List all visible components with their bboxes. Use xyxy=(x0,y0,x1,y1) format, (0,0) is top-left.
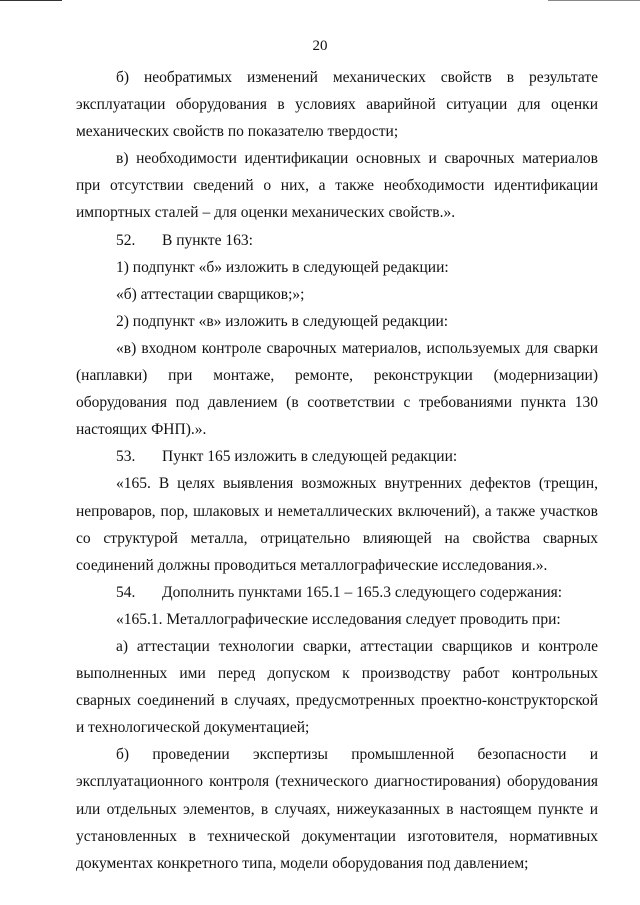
point-text: В пункте 163: xyxy=(162,231,253,249)
subpoint-a: а) аттестации технологии сварки, аттестации сварщиков и контроле выполненных ими перед допуском к производству работ контрольных сварных соединений в случаях, предусмотренных проектно-конструкторской и технологической документацией; xyxy=(76,637,598,737)
point-number: 53. xyxy=(116,448,136,466)
point-number: 52. xyxy=(116,231,136,249)
quote-165: «165. В целях выявления возможных внутренних дефектов (трещин, непроваров, пор, шлаковых и неметаллических включений), а также участков со структурой металла, отрицательно влияющей на свойства сварных соединений должны проводиться металлографические исследования.». xyxy=(76,475,598,574)
paragraph-b: б) необратимых изменений механических свойств в результате эксплуатации оборудования в условиях аварийной ситуации для оценки механических свойств по показателю твердости; xyxy=(76,69,598,141)
point-54 xyxy=(76,579,598,606)
scan-edge-line xyxy=(548,0,640,1)
subpoint-b: б) проведении экспертизы промышленной безопасности и эксплуатационного контроля (технического диагностирования) оборудования или отдельных элементов, в случаях, нижеуказанных в настоящем пункте и установленных в технической документации изготовителя, нормативных документах конкретного типа, модели оборудования под давлением; xyxy=(76,746,598,872)
point-text: Дополнить пунктами 165.1 – 165.3 следующего содержания: xyxy=(162,583,563,601)
document-body xyxy=(76,64,598,877)
subpoint-2: 2) подпункт «в» изложить в следующей редакции: xyxy=(116,312,449,330)
quote-b: «б) аттестации сварщиков;»; xyxy=(116,285,305,303)
quote-165-1: «165.1. Металлографические исследования следует проводить при: xyxy=(116,610,561,628)
point-53 xyxy=(76,443,598,470)
page-number: 20 xyxy=(312,38,328,54)
paragraph-v: в) необходимости идентификации основных и сварочных материалов при отсутствии сведений о них, а также необходимости идентификации импортных сталей – для оценки механических свойств.». xyxy=(76,150,598,222)
subpoint-1: 1) подпункт «б» изложить в следующей редакции: xyxy=(116,258,449,276)
point-number: 54. xyxy=(116,583,136,601)
point-text: Пункт 165 изложить в следующей редакции: xyxy=(162,448,458,466)
point-52 xyxy=(76,227,598,254)
quote-v: «в) входном контроле сварочных материалов, используемых для сварки (наплавки) при монтаже, ремонте, реконструкции (модернизации) оборудования под давлением (в соответствии с требованиями пункта 130 настоящих ФНП).». xyxy=(76,339,598,439)
scan-edge-line xyxy=(0,0,62,1)
